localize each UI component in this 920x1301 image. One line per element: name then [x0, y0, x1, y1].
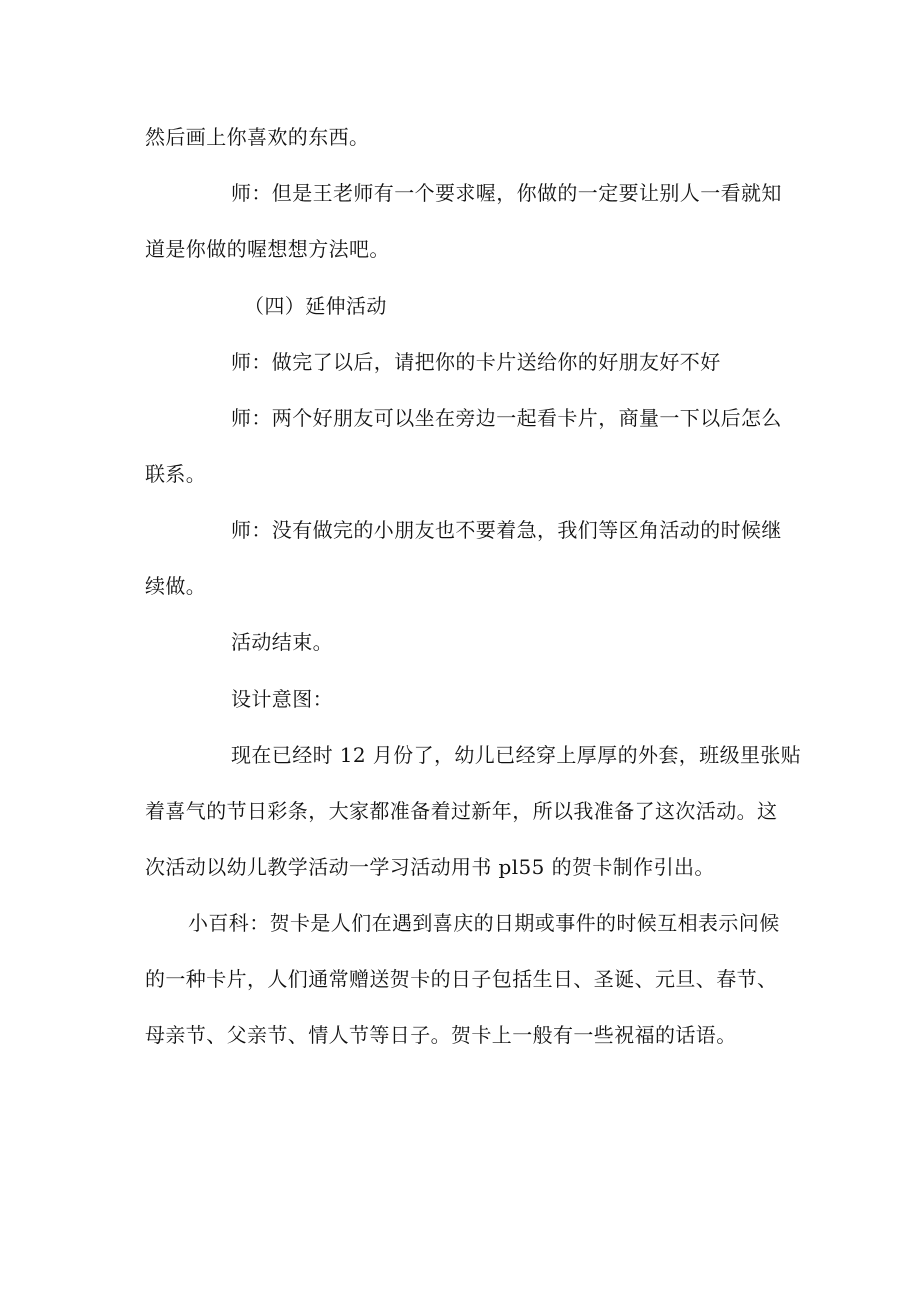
text-line: 次活动以幼儿教学活动一学习活动用书 pl55 的贺卡制作引出。 — [145, 855, 715, 879]
text-line: 然后画上你喜欢的东西。 — [145, 125, 370, 149]
text-line: 现在已经时 12 月份了，幼儿已经穿上厚厚的外套，班级里张贴 — [231, 743, 802, 767]
text-line: 着喜气的节日彩条，大家都准备着过新年，所以我准备了这次活动。这 — [145, 799, 778, 823]
section-heading: （四）延伸活动 — [244, 294, 387, 318]
text-line: 母亲节、父亲节、情人节等日子。贺卡上一般有一些祝福的话语。 — [145, 1023, 737, 1047]
text-line: 师：没有做完的小朋友也不要着急，我们等区角活动的时候继 — [231, 518, 782, 542]
text-line: 联系。 — [145, 462, 207, 486]
text-line: 师：做完了以后，请把你的卡片送给你的好朋友好不好 — [231, 350, 721, 374]
text-line: 道是你做的喔想想方法吧。 — [145, 237, 390, 261]
text-line: 师：但是王老师有一个要求喔，你做的一定要让别人一看就知 — [231, 181, 782, 205]
text-line: 活动结束。 — [231, 630, 333, 654]
text-line: 设计意图： — [231, 687, 333, 711]
text-line: 师：两个好朋友可以坐在旁边一起看卡片，商量一下以后怎么 — [231, 406, 782, 430]
text-line: 小百科：贺卡是人们在遇到喜庆的日期或事件的时候互相表示问候 — [188, 911, 780, 935]
text-line: 的一种卡片，人们通常赠送贺卡的日子包括生日、圣诞、元旦、春节、 — [145, 967, 778, 991]
text-line: 续做。 — [145, 574, 207, 598]
